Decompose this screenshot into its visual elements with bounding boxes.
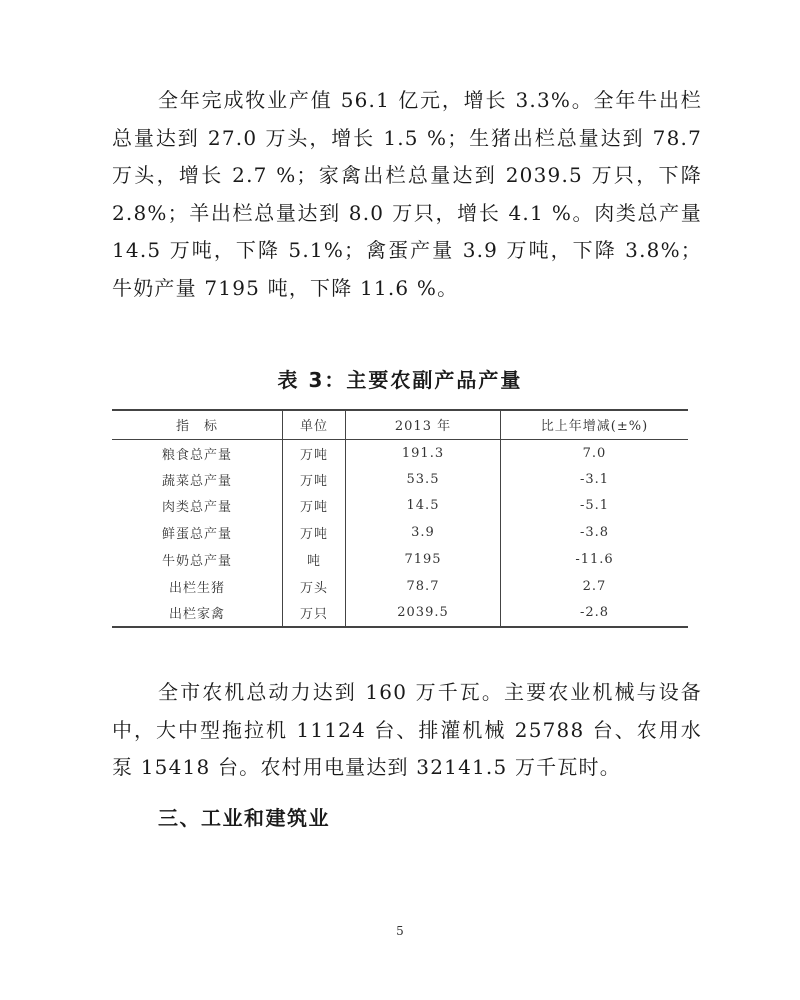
table-row (112, 573, 688, 600)
cell-change: -3.8 (501, 519, 689, 546)
cell-change: -5.1 (501, 493, 689, 520)
header-change: 比上年增减(±%) (501, 410, 689, 439)
cell-indicator: 鲜蛋总产量 (161, 527, 232, 543)
paragraph-machinery: 全市农机总动力达到 160 万千瓦。主要农业机械与设备中，大中型拖拉机 11124 台、排灌机械 25788 台、农用水泵 15418 台。农村用电量达到 32141.5 万千瓦时。 (112, 680, 702, 779)
cell-value: 14.5 (346, 493, 501, 520)
cell-value: 3.9 (346, 519, 501, 546)
page-number: 5 (396, 924, 404, 938)
cell-change: 2.7 (501, 573, 689, 600)
paragraph-livestock: 全年完成牧业产值 56.1 亿元，增长 3.3%。全年牛出栏总量达到 27.0 万头，增长 1.5 %；生猪出栏总量达到 78.7 万头，增长 2.7 %；家禽出栏总量达到 2039.5 万只，下降 2.8%；羊出栏总量达到 8.0 万只，增长 4.1 %。肉类总产量 14.5 万吨，下降 5.1%；禽蛋产量 3.9 万吨，下降 3.8%；牛奶产量 7195 吨，下降 11.6 %。 (112, 88, 702, 300)
cell-unit: 万只 (283, 600, 346, 627)
cell-change: 7.0 (501, 439, 689, 466)
header-indicator: 指 标 (112, 410, 283, 439)
table-caption: 表 3：主要农副产品产量 (277, 368, 523, 392)
section-heading: 三、工业和建筑业 (158, 806, 330, 830)
header-unit: 单位 (283, 410, 346, 439)
cell-change: -11.6 (501, 546, 689, 573)
cell-value: 78.7 (346, 573, 501, 600)
cell-unit: 万吨 (283, 466, 346, 493)
cell-value: 2039.5 (346, 600, 501, 627)
table-row (112, 466, 688, 493)
cell-change: -3.1 (501, 466, 689, 493)
header-year: 2013 年 (346, 410, 501, 439)
cell-indicator: 出栏生猪 (168, 580, 225, 596)
cell-unit: 万吨 (283, 439, 346, 466)
cell-value: 191.3 (346, 439, 501, 466)
cell-indicator: 蔬菜总产量 (161, 473, 232, 489)
cell-unit: 万头 (283, 573, 346, 600)
cell-indicator: 出栏家禽 (112, 600, 283, 627)
cell-unit: 万吨 (283, 493, 346, 520)
table-row (112, 493, 688, 520)
cell-value: 7195 (346, 546, 501, 573)
table-row (112, 546, 688, 573)
table-row (112, 439, 688, 466)
cell-indicator: 粮食总产量 (161, 448, 232, 464)
cell-change: -2.8 (501, 600, 689, 627)
cell-indicator: 肉类总产量 (161, 500, 232, 516)
table-row (112, 519, 688, 546)
cell-value: 53.5 (346, 466, 501, 493)
cell-unit: 万吨 (283, 519, 346, 546)
cell-indicator: 牛奶总产量 (161, 554, 232, 570)
cell-unit: 吨 (283, 546, 346, 573)
production-table (112, 409, 688, 628)
table-row (112, 600, 688, 627)
table-header-row (112, 410, 688, 439)
